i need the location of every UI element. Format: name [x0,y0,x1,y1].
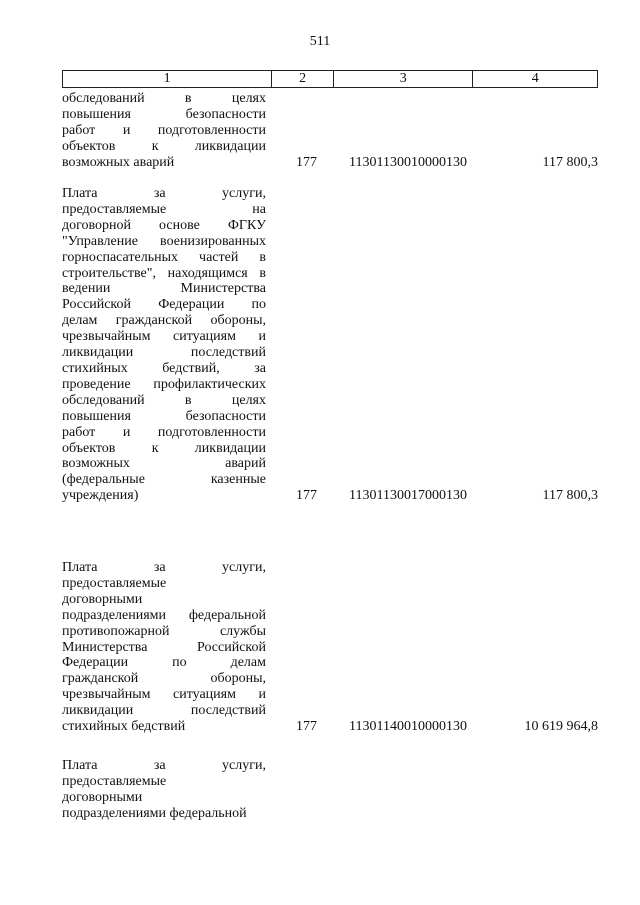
description-line: ведении Министерства [62,281,266,297]
row-kbk: 11301130017000130 [349,488,467,504]
row-code: 177 [296,488,317,504]
description-line: Министерства Российской [62,639,266,655]
description-line: (федеральные казенные [62,472,266,488]
table-row [62,186,598,504]
description-line: Федерации по делам [62,655,266,671]
table-row [62,91,598,171]
description-line: ликвидации последствий [62,345,266,361]
row-amount: 10 619 964,8 [524,719,598,734]
description-line: Плата за услуги, [62,758,266,773]
row-code: 177 [296,154,317,170]
description-line: возможных аварий [62,456,266,472]
description-line: работ и подготовленности [62,424,266,440]
description-line: горноспасательных частей в [62,249,266,265]
description-line: подразделениями федеральной [62,805,247,821]
table-header [62,70,598,88]
description-line: договорными [62,789,143,805]
description-line: проведение профилактических [62,376,266,392]
description-line: строительстве", находящимся в [62,265,266,281]
description-line: чрезвычайным ситуациям и [62,329,266,345]
description-line: чрезвычайным ситуациям и [62,687,266,703]
header-col-1: 1 [63,71,272,87]
description-line: работ и подготовленности [62,122,266,138]
table-row [62,560,598,735]
row-description [62,186,266,504]
header-col-4: 4 [531,71,539,86]
description-line: "Управление военизированных [62,233,266,249]
description-line: объектов к ликвидации [62,440,266,456]
description-line: договорной основе ФГКУ [62,217,266,233]
description-line: объектов к ликвидации [62,138,266,154]
row-description [62,560,266,735]
table-row [62,758,598,822]
description-line: ликвидации последствий [62,703,266,719]
description-line: Плата за услуги, [62,560,266,575]
row-code: 177 [296,719,317,734]
description-line: Плата за услуги, [62,186,266,201]
description-line: стихийных бедствий [62,719,186,735]
description-line: предоставляемые [62,575,167,591]
row-description [62,758,266,822]
description-line: повышения безопасности [62,408,266,424]
row-amount: 117 800,3 [542,154,598,170]
row-kbk: 11301140010000130 [349,719,467,734]
description-line: учреждения) [62,488,139,504]
description-line: предоставляемые на [62,201,266,217]
description-line: стихийных бедствий, за [62,360,266,376]
description-line: Российской Федерации по [62,297,266,313]
description-line: договорными [62,591,143,607]
page-number: 511 [309,34,331,49]
description-line: предоставляемые [62,773,167,789]
description-line: повышения безопасности [62,106,266,122]
header-col-3: 3 [334,71,473,87]
description-line: противопожарной службы [62,623,266,639]
description-line: делам гражданской обороны, [62,313,266,329]
description-line: гражданской обороны, [62,671,266,687]
row-kbk: 11301130010000130 [349,154,467,170]
row-amount: 117 800,3 [542,488,598,504]
header-col-2: 2 [272,71,334,87]
row-description [62,91,266,171]
description-line: обследований в целях [62,392,266,408]
description-line: обследований в целях [62,91,266,106]
description-line: возможных аварий [62,154,175,170]
description-line: подразделениями федеральной [62,607,266,623]
